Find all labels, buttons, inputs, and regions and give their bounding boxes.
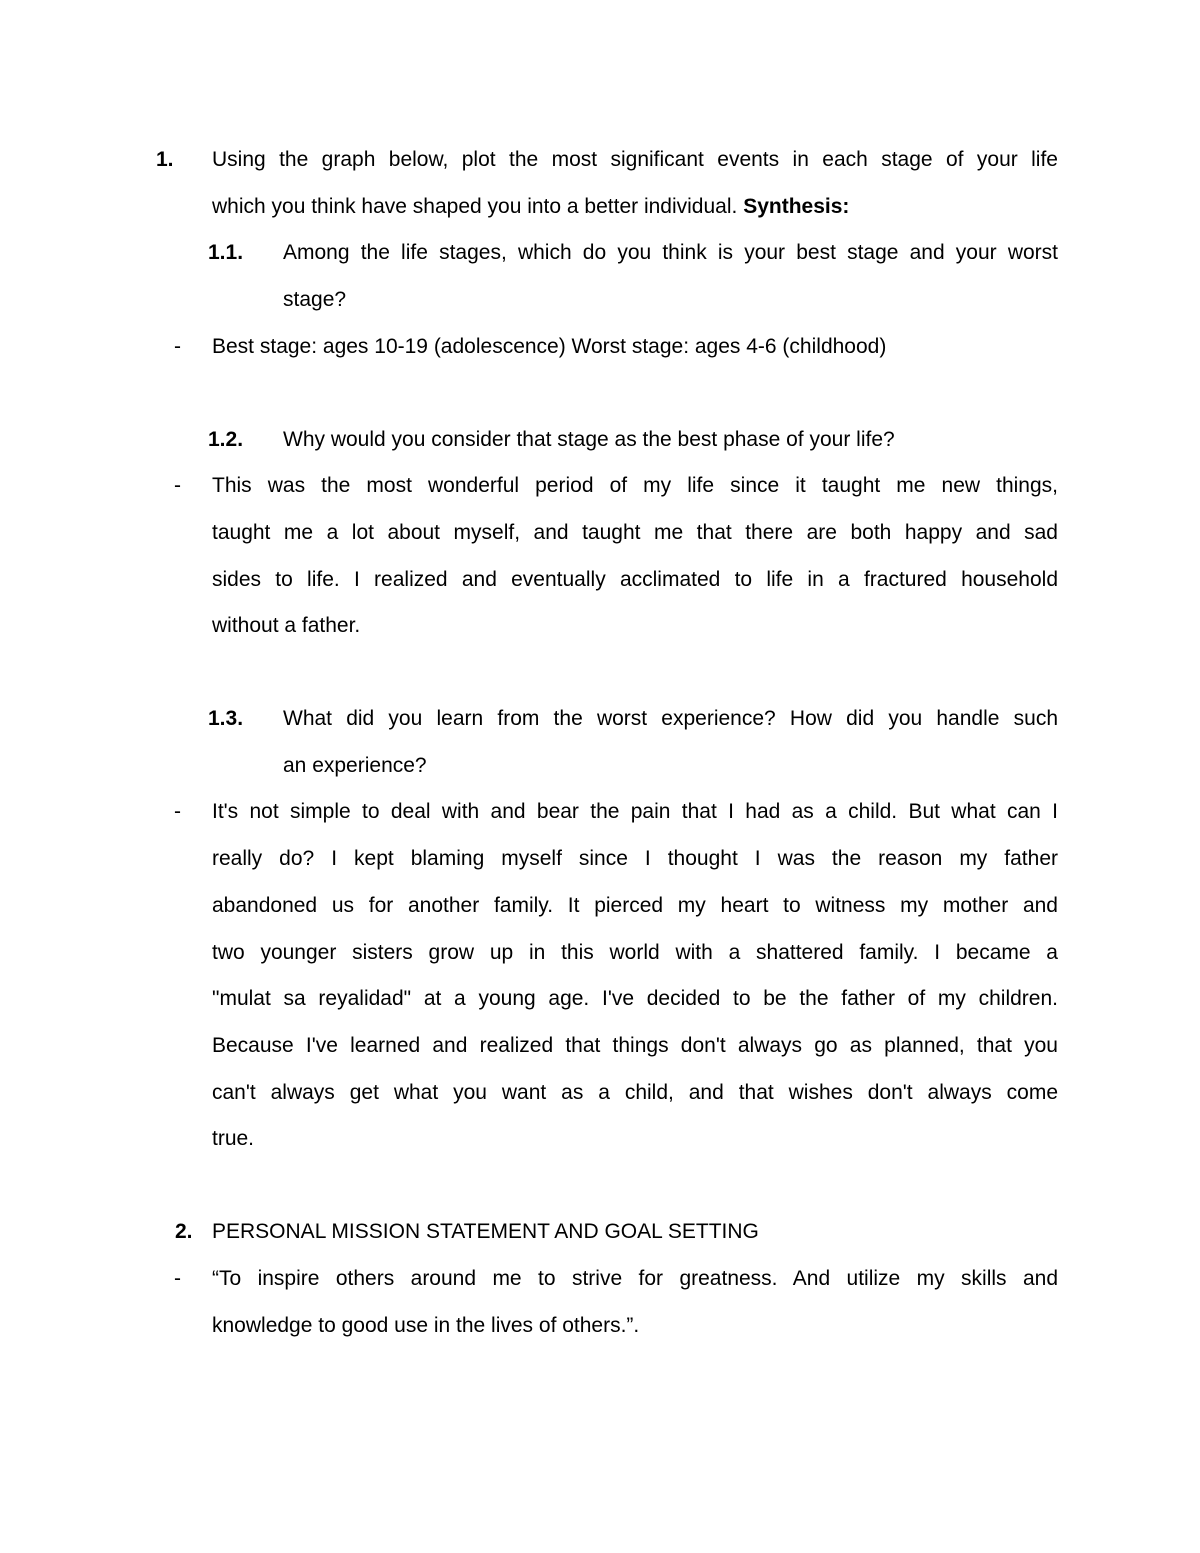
- question-1-2-number: 1.2.: [208, 428, 244, 451]
- answer-2-bullet: -: [174, 1267, 181, 1290]
- question-1-3-number: 1.3.: [208, 707, 244, 730]
- answer-1-1-line-1: Best stage: ages 10-19 (adolescence) Worst stage: ages 4-6 (childhood): [212, 335, 887, 358]
- answer-1-3-bullet: -: [174, 800, 181, 823]
- question-1-1-line-2: stage?: [283, 288, 347, 311]
- question-1-2-line-1: Why would you consider that stage as the best phase of your life?: [283, 428, 895, 451]
- item-1-line-1: Using the graph below, plot the most significant events in each stage of your life: [212, 148, 1058, 171]
- item-2-title: PERSONAL MISSION STATEMENT AND GOAL SETTING: [212, 1220, 759, 1243]
- question-1-1-number: 1.1.: [208, 241, 244, 264]
- answer-2-line-1: “To inspire others around me to strive for greatness. And utilize my skills and: [212, 1267, 1058, 1290]
- answer-1-3-line-6: Because I've learned and realized that things don't always go as planned, that you: [212, 1034, 1058, 1057]
- answer-1-3-line-8: true.: [212, 1127, 255, 1150]
- answer-1-3-line-1: It's not simple to deal with and bear the pain that I had as a child. But what can I: [212, 800, 1058, 823]
- question-1-3-line-2: an experience?: [283, 754, 427, 777]
- question-1-3-line-1: What did you learn from the worst experience? How did you handle such: [283, 707, 1058, 730]
- answer-1-3-line-7: can't always get what you want as a child, and that wishes don't always come: [212, 1081, 1058, 1104]
- item-1-line-2: [212, 193, 849, 221]
- answer-1-2-line-3: sides to life. I realized and eventually acclimated to life in a fractured household: [212, 568, 1058, 591]
- item-1-line-2-text: which you think have shaped you into a better individual.: [212, 195, 738, 218]
- question-1-1-line-1: Among the life stages, which do you think is your best stage and your worst: [283, 241, 1058, 264]
- answer-1-3-line-4: two younger sisters grow up in this world with a shattered family. I became a: [212, 941, 1058, 964]
- answer-1-3-line-3: abandoned us for another family. It pierced my heart to witness my mother and: [212, 894, 1058, 917]
- item-2-number: 2.: [175, 1220, 193, 1243]
- answer-2-line-2: knowledge to good use in the lives of others.”.: [212, 1314, 640, 1337]
- answer-1-2-line-1: This was the most wonderful period of my life since it taught me new things,: [212, 474, 1058, 497]
- answer-1-2-line-4: without a father.: [212, 614, 361, 637]
- answer-1-2-bullet: -: [174, 474, 181, 497]
- answer-1-3-line-2: really do? I kept blaming myself since I thought I was the reason my father: [212, 847, 1058, 870]
- synthesis-label: Synthesis:: [743, 195, 850, 218]
- answer-1-3-line-5: "mulat sa reyalidad" at a young age. I've decided to be the father of my children.: [212, 987, 1058, 1010]
- answer-1-2-line-2: taught me a lot about myself, and taught me that there are both happy and sad: [212, 521, 1058, 544]
- item-1-number: 1.: [156, 148, 174, 171]
- answer-1-1-bullet: -: [174, 335, 181, 358]
